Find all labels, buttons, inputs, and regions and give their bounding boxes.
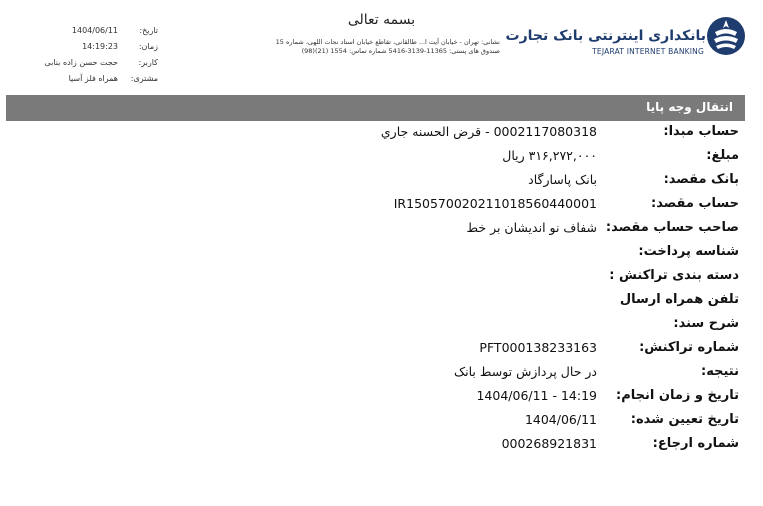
row-label: تاریخ تعیین شده: — [630, 412, 739, 427]
row-label: شماره تراکنش: — [639, 340, 739, 355]
row-value: شفاف نو اندیشان بر خط — [466, 220, 597, 235]
row-label: حساب مقصد: — [651, 196, 739, 211]
row-destination-account — [0, 196, 763, 220]
meta-customer-label: مشتری: — [130, 74, 158, 83]
section-title: انتقال وجه پایا — [646, 100, 733, 114]
bank-brand-en: TEJARAT INTERNET BANKING — [592, 47, 704, 56]
row-value: 1404/06/11 - 14:19 — [476, 388, 597, 403]
row-value: PFT000138233163 — [479, 340, 597, 355]
row-label: تلفن همراه ارسال — [619, 292, 739, 307]
row-value: در حال پردازش توسط بانک — [453, 364, 597, 379]
row-value: IR150570020211018560440001 — [393, 196, 597, 211]
meta-date — [40, 26, 158, 38]
row-label: شرح سند: — [673, 316, 739, 331]
meta-customer-value: همراه فلز آسیا — [68, 74, 118, 83]
row-amount — [0, 148, 763, 172]
row-document-description — [0, 316, 763, 340]
meta-date-label: تاریخ: — [139, 26, 158, 35]
row-source-account — [0, 124, 763, 148]
row-label: تاریخ و زمان انجام: — [616, 388, 739, 403]
meta-time-label: زمان: — [138, 42, 158, 51]
row-account-owner — [0, 220, 763, 244]
row-value: 1404/06/11 — [524, 412, 597, 427]
address-line-1: نشانی: تهران - خیابان آیت ا... طالقانی، تقاطع خیابان استاد نجات اللهی، شماره 15 — [275, 38, 500, 46]
bank-address — [262, 38, 500, 56]
row-value: ۳۱۶,۲۷۲,۰۰۰ ریال — [502, 148, 597, 163]
meta-user-label: کاربر: — [138, 58, 158, 67]
bismillah-heading: بسمه تعالی — [347, 12, 416, 28]
address-line-2: صندوق های پستی: 11365-3139-5416 شماره تماس: 1554 (21)(98) — [301, 47, 500, 55]
row-label: حساب مبدا: — [663, 124, 739, 139]
row-sender-mobile — [0, 292, 763, 316]
section-bar — [6, 95, 745, 121]
row-label: شناسه پرداخت: — [638, 244, 739, 259]
row-label: دسته بندی تراکنش : — [609, 268, 739, 283]
row-scheduled-date — [0, 412, 763, 436]
meta-time-value: 14:19:23 — [82, 42, 118, 51]
bank-brand-fa: بانکداری اینترنتی بانک تجارت — [505, 28, 706, 44]
row-destination-bank — [0, 172, 763, 196]
row-value: 0002117080318 - قرض الحسنه جاري — [380, 124, 597, 139]
row-label: بانک مقصد: — [663, 172, 739, 187]
row-label: مبلغ: — [706, 148, 739, 163]
bank-logo — [505, 14, 758, 62]
meta-user-value: حجت حسن زاده بنابی — [44, 58, 118, 67]
row-label: شماره ارجاع: — [652, 436, 739, 451]
tejarat-emblem-icon — [706, 14, 746, 58]
row-transaction-category — [0, 268, 763, 292]
row-payment-id — [0, 244, 763, 268]
receipt-meta — [0, 0, 200, 90]
row-label: صاحب حساب مقصد: — [605, 220, 739, 235]
meta-time — [40, 42, 158, 54]
row-reference-number — [0, 436, 763, 460]
meta-customer — [40, 74, 158, 86]
row-execution-datetime — [0, 388, 763, 412]
row-transaction-number — [0, 340, 763, 364]
meta-user — [40, 58, 158, 70]
row-value: بانک پاسارگاد — [528, 172, 597, 187]
row-label: نتیجه: — [701, 364, 739, 379]
row-value: 000268921831 — [501, 436, 597, 451]
row-result — [0, 364, 763, 388]
meta-date-value: 1404/06/11 — [71, 26, 118, 35]
